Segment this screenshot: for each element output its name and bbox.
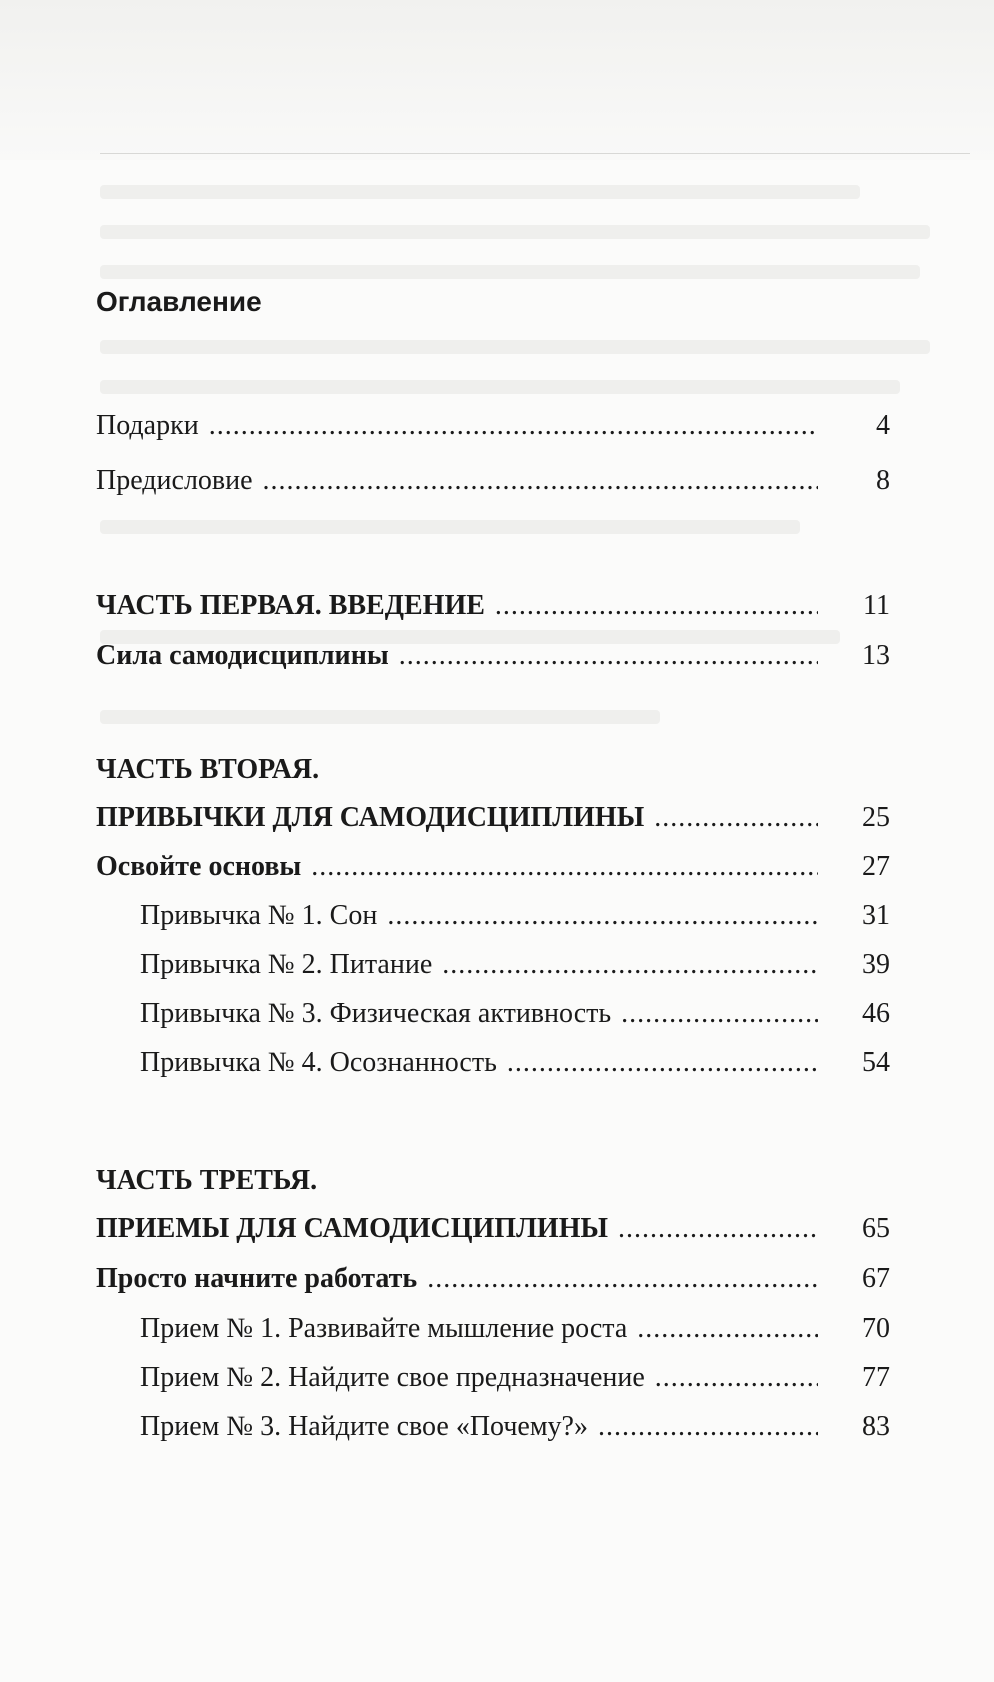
toc-entry-title: Привычка № 3. Физическая активность (140, 998, 612, 1029)
toc-entry-page: 65 (862, 1213, 890, 1244)
bleed-through-rule (100, 153, 970, 154)
toc-entry-title: Подарки (96, 410, 199, 441)
toc-part-label: ЧАСТЬ ТРЕТЬЯ. (96, 1165, 318, 1196)
toc-part-entry[interactable] (96, 802, 890, 842)
toc-entry-title: ПРИЕМЫ ДЛЯ САМОДИСЦИПЛИНЫ (96, 1213, 608, 1244)
page-top-shadow (0, 0, 994, 160)
toc-entry[interactable] (140, 998, 890, 1038)
toc-entry-title: Прием № 3. Найдите свое «Почему?» (140, 1411, 588, 1442)
toc-entry-page: 27 (862, 851, 890, 882)
toc-entry-title: Прием № 1. Развивайте мышление роста (140, 1313, 628, 1344)
toc-entry[interactable] (140, 1411, 890, 1451)
dot-leader (427, 1263, 818, 1295)
toc-entry-title: Прием № 2. Найдите свое предназначение (140, 1362, 645, 1393)
toc-entry-title: Просто начните работать (96, 1263, 418, 1294)
dot-leader (387, 900, 818, 932)
toc-part-entry[interactable] (96, 1213, 890, 1253)
dot-leader (618, 1213, 818, 1245)
toc-entry-page: 67 (862, 1263, 890, 1294)
toc-part-entry[interactable] (96, 590, 890, 630)
bleed-through-text (100, 520, 800, 534)
dot-leader (637, 1313, 818, 1345)
toc-entry[interactable] (140, 1313, 890, 1353)
toc-entry-page: 70 (862, 1313, 890, 1344)
dot-leader (311, 851, 818, 883)
toc-entry[interactable] (96, 465, 890, 505)
toc-entry-page: 8 (876, 465, 890, 496)
toc-entry-page: 77 (862, 1362, 890, 1393)
dot-leader (263, 465, 818, 497)
bleed-through-text (100, 380, 900, 394)
toc-entry-page: 31 (862, 900, 890, 931)
toc-entry-page: 11 (863, 590, 890, 621)
toc-entry-page: 4 (876, 410, 890, 441)
toc-entry-page: 39 (862, 949, 890, 980)
toc-entry[interactable] (140, 1047, 890, 1087)
toc-entry-page: 25 (862, 802, 890, 833)
toc-entry-page: 83 (862, 1411, 890, 1442)
toc-chapter-entry[interactable] (96, 1263, 890, 1303)
toc-chapter-entry[interactable] (96, 640, 890, 680)
toc-entry-page: 46 (862, 998, 890, 1029)
bleed-through-text (100, 710, 660, 724)
dot-leader (442, 949, 818, 981)
toc-entry[interactable] (140, 1362, 890, 1402)
dot-leader (209, 410, 818, 442)
toc-entry-title: Сила самодисциплины (96, 640, 389, 671)
dot-leader (399, 640, 818, 672)
dot-leader (507, 1047, 818, 1079)
dot-leader (598, 1411, 818, 1443)
toc-entry-title: ПРИВЫЧКИ ДЛЯ САМОДИСЦИПЛИНЫ (96, 802, 645, 833)
toc-entry-title: Предисловие (96, 465, 253, 496)
dot-leader (654, 802, 818, 834)
toc-entry[interactable] (96, 410, 890, 450)
dot-leader (621, 998, 818, 1030)
dot-leader (655, 1362, 818, 1394)
toc-entry-title: Освойте основы (96, 851, 302, 882)
toc-entry-title: Привычка № 1. Сон (140, 900, 378, 931)
bleed-through-text (100, 185, 860, 199)
toc-entry-title: Привычка № 2. Питание (140, 949, 433, 980)
toc-entry-page: 13 (862, 640, 890, 671)
bleed-through-text (100, 340, 930, 354)
toc-part-label: ЧАСТЬ ВТОРАЯ. (96, 754, 320, 785)
toc-entry-title: ЧАСТЬ ПЕРВАЯ. ВВЕДЕНИЕ (96, 590, 485, 621)
bleed-through-text (100, 265, 920, 279)
toc-chapter-entry[interactable] (96, 851, 890, 891)
toc-entry-title: Привычка № 4. Осознанность (140, 1047, 497, 1078)
toc-title: Оглавление (96, 286, 262, 317)
dot-leader (495, 590, 818, 622)
bleed-through-text (100, 225, 930, 239)
toc-entry[interactable] (140, 949, 890, 989)
toc-entry[interactable] (140, 900, 890, 940)
toc-entry-page: 54 (862, 1047, 890, 1078)
